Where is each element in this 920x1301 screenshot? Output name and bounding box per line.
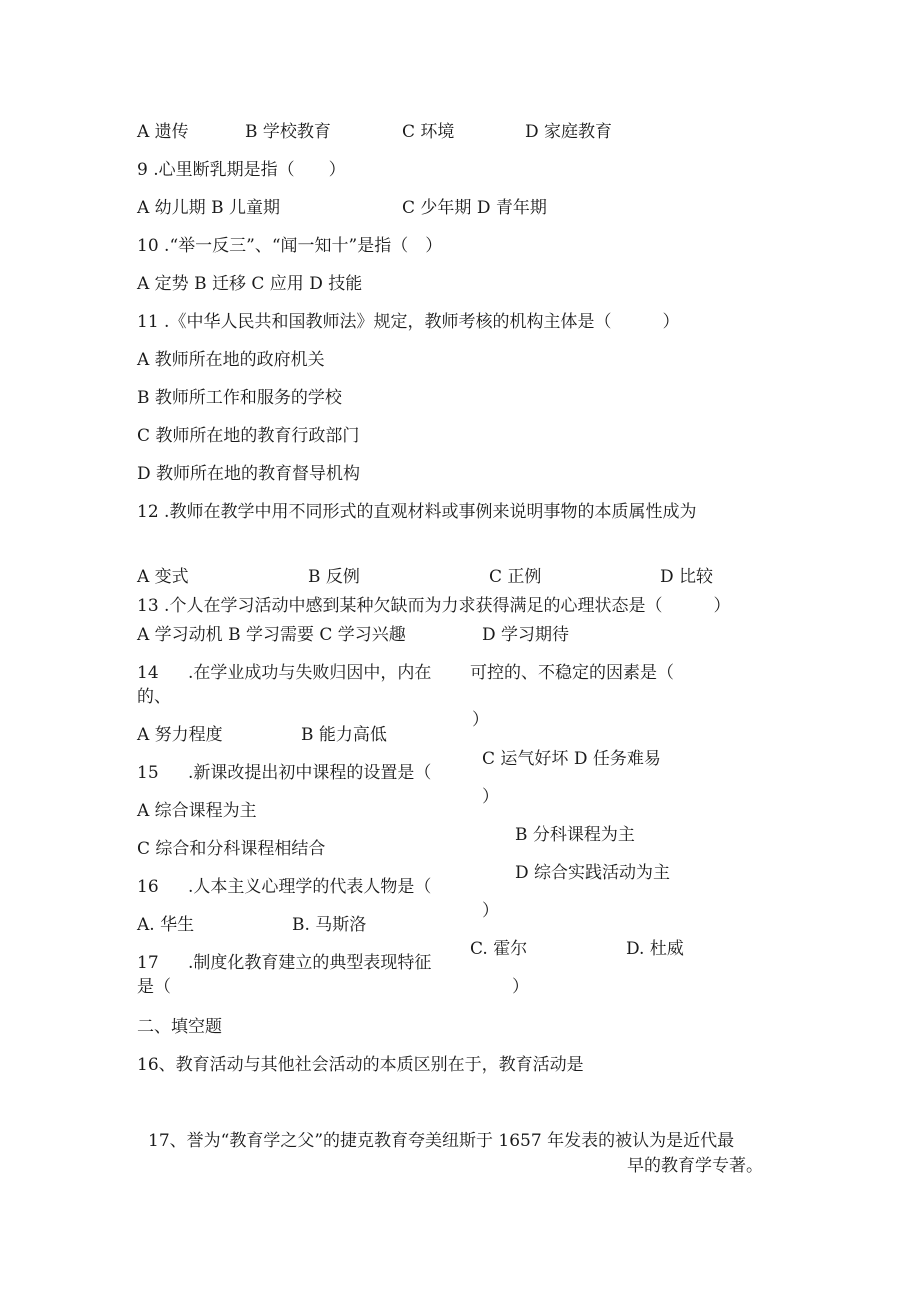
- q12-stem: 12 .教师在教学中用不同形式的直观材料或事例来说明事物的本质属性成为: [137, 502, 697, 522]
- q16-option-b: B. 马斯洛: [292, 915, 367, 935]
- q16-stem: .人本主义心理学的代表人物是（: [188, 877, 432, 897]
- fill-question-16: 16、教育活动与其他社会活动的本质区别在于，教育活动是: [137, 1055, 584, 1075]
- q17-number: 17: [137, 953, 159, 973]
- q13-option-d: D 学习期待: [482, 625, 570, 645]
- q11-option-a: A 教师所在地的政府机关: [137, 350, 325, 370]
- q15-stem: .新课改提出初中课程的设置是（: [188, 763, 432, 783]
- q14-options-cd: C 运气好坏 D 任务难易: [482, 749, 661, 769]
- q13-stem: 13 .个人在学习活动中感到某种欠缺而为力求获得满足的心理状态是（ ）: [137, 596, 731, 616]
- q14-option-b: B 能力高低: [301, 725, 387, 745]
- q8-option-c: C 环境: [402, 122, 455, 142]
- q9-options-cd: C 少年期 D 青年期: [402, 198, 547, 218]
- q11-option-c: C 教师所在地的教育行政部门: [137, 426, 360, 446]
- q10-stem: 10 .“举一反三”、“闻一知十”是指（ ）: [137, 236, 443, 256]
- q8-option-b: B 学校教育: [245, 122, 331, 142]
- q17-stem: .制度化教育建立的典型表现特征: [188, 953, 432, 973]
- q17-paren: ）: [512, 977, 529, 997]
- fill-question-17-line1: 17、誉为“教育学之父”的捷克教育夸美纽斯于 1657 年发表的被认为是近代最: [148, 1131, 735, 1151]
- q14-paren: ）: [472, 710, 489, 730]
- q15-option-d: D 综合实践活动为主: [515, 863, 671, 883]
- fill-question-17-line2: 早的教育学专著。: [627, 1156, 763, 1176]
- q8-option-a: A 遗传: [137, 122, 189, 142]
- q15-paren: ）: [482, 787, 499, 807]
- q11-stem: 11 .《中华人民共和国教师法》规定，教师考核的机构主体是（ ）: [137, 312, 680, 332]
- q14-stem: .在学业成功与失败归因中，内在: [188, 663, 432, 683]
- q14-option-a: A 努力程度: [137, 725, 223, 745]
- q9-stem: 9 .心里断乳期是指（ ）: [137, 160, 346, 180]
- q16-option-a: A. 华生: [137, 915, 195, 935]
- q16-option-c: C. 霍尔: [470, 939, 528, 959]
- q13-options-abc: A 学习动机 B 学习需要 C 学习兴趣: [137, 625, 406, 645]
- q10-options: A 定势 B 迁移 C 应用 D 技能: [137, 274, 363, 294]
- q11-option-d: D 教师所在地的教育督导机构: [137, 464, 361, 484]
- q14-stem-wrap: 的、: [137, 687, 171, 707]
- q9-options-ab: A 幼儿期 B 儿童期: [137, 198, 280, 218]
- q8-option-d: D 家庭教育: [525, 122, 613, 142]
- q16-number: 16: [137, 877, 159, 897]
- q16-option-d: D. 杜威: [626, 939, 684, 959]
- q15-option-c: C 综合和分科课程相结合: [137, 839, 326, 859]
- q14-stem-continued: 可控的、不稳定的因素是（: [470, 663, 674, 683]
- q12-option-d: D 比较: [660, 567, 714, 587]
- q11-option-b: B 教师所工作和服务的学校: [137, 388, 342, 408]
- q12-option-b: B 反例: [308, 567, 360, 587]
- q12-option-a: A 变式: [137, 567, 189, 587]
- q16-paren: ）: [482, 901, 499, 921]
- q17-stem-wrap: 是（: [137, 977, 171, 997]
- q15-option-a: A 综合课程为主: [137, 801, 257, 821]
- q14-number: 14: [137, 663, 159, 683]
- q15-number: 15: [137, 763, 159, 783]
- q15-option-b: B 分科课程为主: [515, 825, 635, 845]
- q12-option-c: C 正例: [489, 567, 542, 587]
- section-heading-fill-blank: 二、填空题: [137, 1017, 222, 1037]
